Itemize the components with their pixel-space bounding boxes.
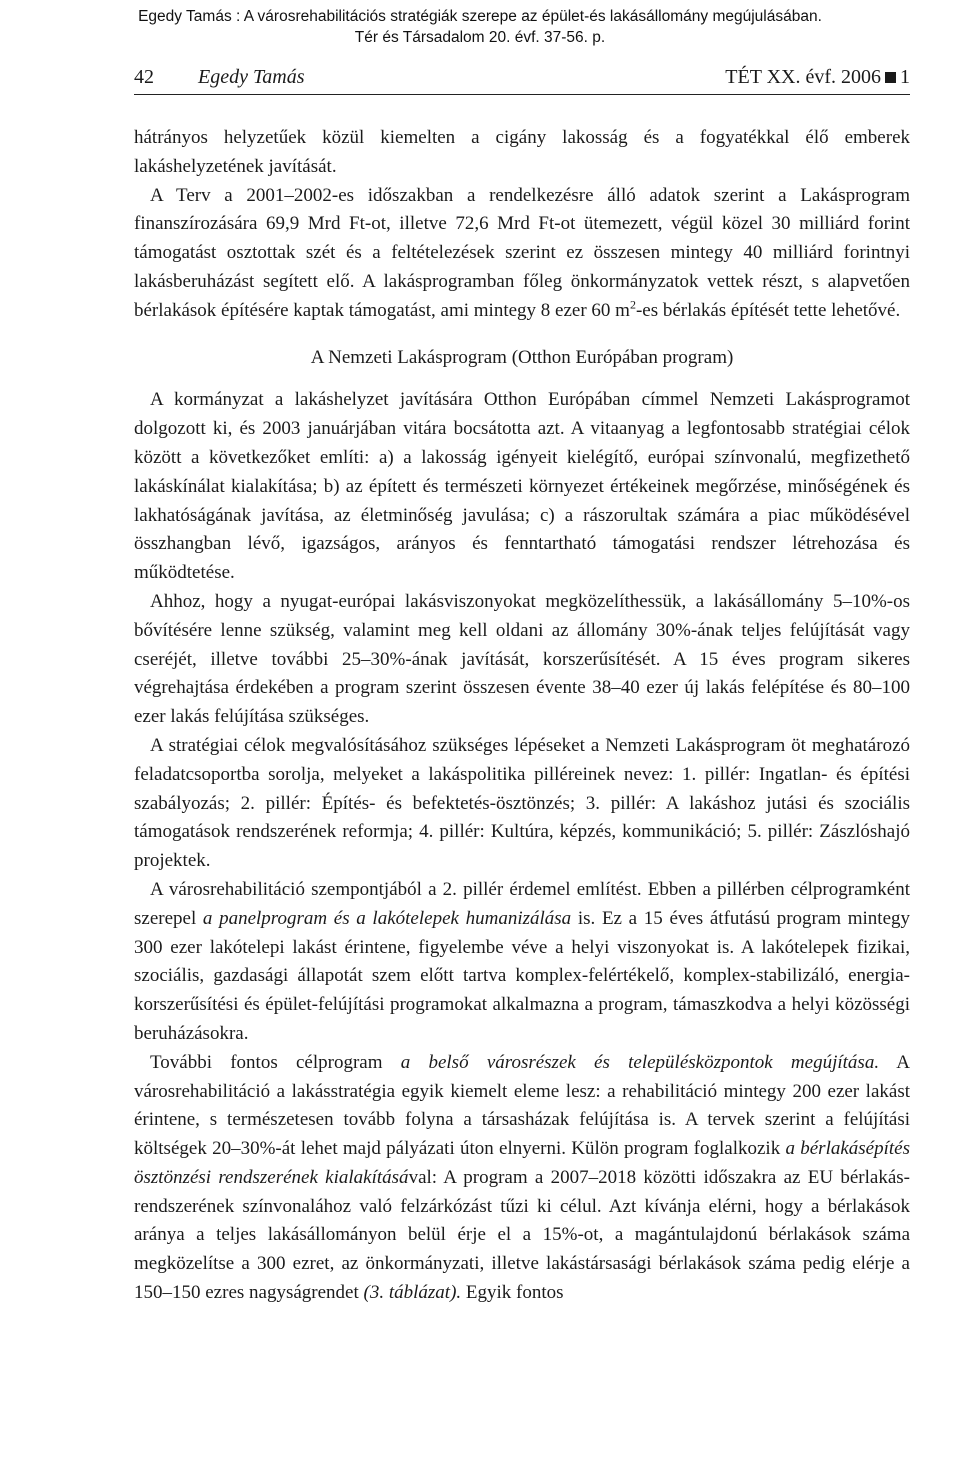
- paragraph-1: hátrányos helyzetűek közül kiemelten a cigány lakosság és a fogyatékkal élő emberek lakáshelyzetének javítását.: [134, 127, 910, 177]
- section-heading: A Nemzeti Lakásprogram (Otthon Európában program): [310, 346, 734, 368]
- journal-info: [725, 66, 910, 89]
- citation-header: [0, 6, 960, 48]
- paragraph-6: [134, 876, 910, 1049]
- citation-line-1: Egedy Tamás : A városrehabilitációs stratégiák szerepe az épület-és lakásállomány megújulásában.: [138, 8, 822, 25]
- paragraph-7: [134, 1049, 910, 1308]
- paragraph-2-text: A Terv a 2001–2002-es időszakban a rendelkezésre álló adatok szerint a Lakásprogram finanszírozására 69,9 Mrd Ft-ot, illetve 72,6 Mrd Ft-ot ütemezett, végül közel 30 milliárd forint támogatást osztottak szét és a feltételezések szerint ez összesen mintegy 40 milliárd forintnyi lakásberuházást segített elő. A lakásprogramban főleg önkormányzatok vettek részt, s alapvetően bérlakások építésére kaptak támogatást, ami mintegy 8 ezer 60 m: [134, 184, 910, 321]
- superscript: 2: [629, 297, 636, 312]
- running-author: Egedy Tamás: [198, 66, 305, 88]
- paragraph-7-end: Egyik fontos: [461, 1282, 564, 1304]
- article-body: [134, 124, 910, 1308]
- paragraph-6-text: A városrehabilitáció szempontjából a 2. pillér érdemel említést. Ebben a pillérben célprogramként szerepel: [134, 878, 910, 929]
- paragraph-2: [134, 182, 910, 326]
- paragraph-7-text: További fontos célprogram: [150, 1051, 401, 1073]
- citation-line-2: Tér és Társadalom 20. évf. 37-56. p.: [354, 29, 606, 46]
- paragraph-2-end: -es bérlakás építését tette lehetővé.: [635, 299, 901, 321]
- paragraph-7-text: val: A program a 2007–2018 közötti időszakra az EU bérlakás-rendszerének színvonalához való felzárkózást tűzi ki célul. Azt kívánja elérni, hogy a bérlakások aránya a teljes lakásállományon belül érje el a 15%-ot, a magántulajdonú bérlakások száma megközelítse a 300 ezret, az önkormányzati, illetve lakástársasági bérlakások száma pedig elérje a 150–150 ezres nagyságrendet: [134, 1166, 910, 1304]
- paragraph-4: Ahhoz, hogy a nyugat-európai lakásviszonyokat megközelíthessük, a lakásállomány 5–10%-os bővítésére lenne szükség, valamint meg kell oldani az állomány 30%-ának teljes felújítását vagy cseréjét, illetve további 25–30%-ának javítását, korszerűsítését. A 15 éves program sikeres végrehajtása érdekében a program szerint összesen évente 38–40 ezer új lakás felépítése és 80–100 ezer lakás felújítása szükséges.: [134, 590, 910, 728]
- paragraph-5: A stratégiai célok megvalósításához szükséges lépéseket a Nemzeti Lakásprogram öt meghatározó feladatcsoportba sorolja, melyeket a lakáspolitika pilléreinek nevez: 1. pillér: Ingatlan- és építési szabályozás; 2. pillér: Építés- és befektetés-ösztönzés; 3. pillér: A lakáshoz jutási és szociális támogatások rendszerének reformja; 4. pillér: Kultúra, képzés, kommunikáció; 5. pillér: Zászlóshajó projektek.: [134, 734, 910, 872]
- journal-volume: TÉT XX. évf. 2006: [725, 66, 881, 88]
- running-head: [134, 64, 910, 95]
- emphasis: a bérlakásépítés ösztönzési rendszerének kialakításá: [134, 1138, 910, 1188]
- paragraph-3: A kormányzat a lakáshelyzet javítására Otthon Európában címmel Nemzeti Lakásprogramot dolgozott ki, és 2003 januárjában vitára bocsátotta azt. A vitaanyag a legfontosabb stratégiai célok között a következőket említi: a) a lakosság igényeit kielégítő, európai színvonalú, megfizethető lakáskínálat kialakítása; b) az épített és természeti környezet értékeinek megőrzése, minőségének és lakhatóságának javítása, az életminőség javulása; c) a rászorultak számára a piac működésével összhangban lévő, igazságos, arányos és fenntartható támogatási rendszer létrehozása és működtetése.: [134, 389, 910, 584]
- table-reference: (3. táblázat).: [363, 1282, 462, 1304]
- journal-issue: 1: [900, 66, 910, 88]
- emphasis: a panelprogram és a lakótelepek humanizálása: [202, 907, 572, 929]
- square-bullet-icon: [885, 72, 896, 83]
- paragraph-7-text: A városrehabilitáció a lakásstratégia egyik kiemelt eleme lesz: a rehabilitáció mintegy 200 ezer lakást érintene, s természetesen tovább folyna a társasházak felújítása is. A tervek szerint a felújítási költségek 20–30%-át lehet majd pályázati úton elnyerni. Külön program foglalkozik: [134, 1051, 910, 1160]
- page-number: 42: [134, 66, 154, 88]
- emphasis: a belső városrészek és településközpontok megújítása.: [400, 1051, 880, 1073]
- paragraph-6-end: is. Ez a 15 éves átfutású program mintegy 300 ezer lakótelepi lakást érintene, figyelembe véve a helyi viszonyokat is. A lakótelepek fizikai, szociális, gazdasági állapotát szem előtt tartva komplex-felértékelő, komplex-stabilizáló, energia-korszerűsítési és épület-felújítási programokat alkalmazna a program, támaszkodva a helyi közösségi beruházásokra.: [134, 907, 910, 1044]
